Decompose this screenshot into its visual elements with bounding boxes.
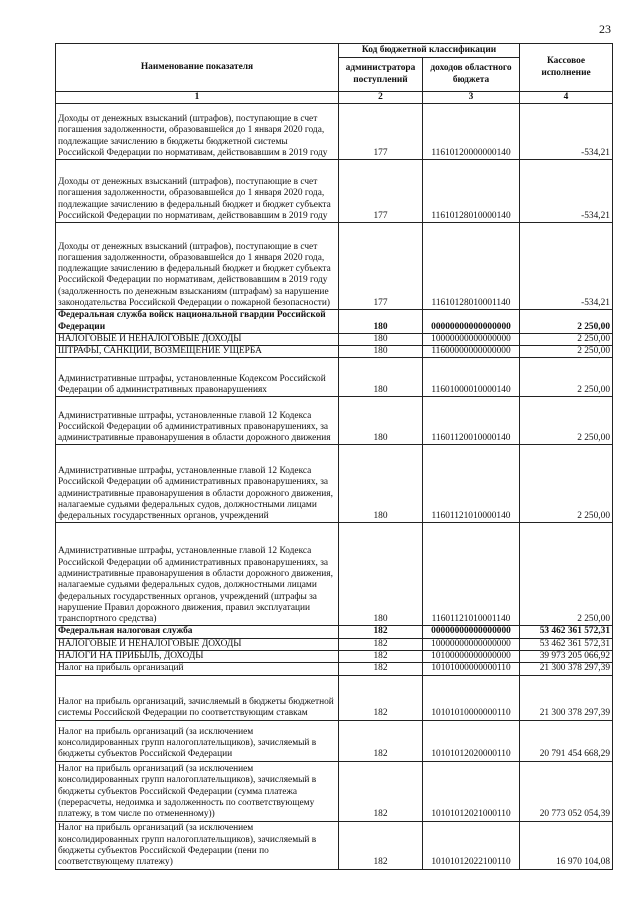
row-name: Федеральная служба войск национальной гвардии Российской Федерации	[56, 310, 339, 334]
row-amount: 2 250,00	[520, 310, 613, 334]
row-admin-code: 182	[339, 626, 423, 638]
table-row	[56, 651, 613, 663]
header-name: Наименование показателя	[56, 44, 339, 92]
row-amount: -534,21	[520, 223, 613, 310]
row-income-code: 11601121010001140	[423, 523, 520, 626]
row-amount: 21 300 378 297,39	[520, 675, 613, 720]
row-admin-code: 180	[339, 333, 423, 345]
row-income-code: 10101012022100110	[423, 821, 520, 869]
table-row	[56, 333, 613, 345]
row-name: НАЛОГОВЫЕ И НЕНАЛОГОВЫЕ ДОХОДЫ	[56, 333, 339, 345]
col-number: 4	[520, 92, 613, 104]
row-income-code: 10101000000000110	[423, 663, 520, 675]
table-row	[56, 761, 613, 821]
row-name: Доходы от денежных взысканий (штрафов), поступающие в счет погашения задолженности, образовавшейся до 1 января 2020 года, подлежащие зачислению в федеральный бюджет и бюджет субъекта Российской Федерации по нормативам, действовавшим в 2019 году (задолженность по денежным взысканиям (штрафам) за нарушение законодательства Российской Федерации о пожарной безопасности)	[56, 223, 339, 310]
row-amount: 21 300 378 297,39	[520, 663, 613, 675]
header-income: доходов областного бюджета	[423, 58, 520, 92]
row-income-code: 11610128010000140	[423, 160, 520, 223]
row-income-code: 11601120010000140	[423, 397, 520, 445]
row-income-code: 00000000000000000	[423, 310, 520, 334]
table-row	[56, 346, 613, 358]
header-group: Код бюджетной классификации	[339, 44, 520, 58]
row-admin-code: 180	[339, 358, 423, 397]
row-name: НАЛОГОВЫЕ И НЕНАЛОГОВЫЕ ДОХОДЫ	[56, 638, 339, 650]
row-admin-code: 180	[339, 523, 423, 626]
table-row	[56, 223, 613, 310]
table-row	[56, 720, 613, 761]
row-income-code: 10101012020000110	[423, 720, 520, 761]
row-admin-code: 182	[339, 663, 423, 675]
row-name: Административные штрафы, установленные Кодексом Российской Федерации об административных правонарушениях	[56, 358, 339, 397]
row-name: Федеральная налоговая служба	[56, 626, 339, 638]
row-amount: 16 970 104,08	[520, 821, 613, 869]
table-row	[56, 663, 613, 675]
table-row	[56, 445, 613, 523]
row-income-code: 10000000000000000	[423, 638, 520, 650]
row-admin-code: 180	[339, 310, 423, 334]
row-admin-code: 182	[339, 675, 423, 720]
row-name: Налог на прибыль организаций (за исключением консолидированных групп налогоплательщиков), зачисляемый в бюджеты субъектов Российской Федерации	[56, 720, 339, 761]
row-income-code: 10000000000000000	[423, 333, 520, 345]
col-number: 3	[423, 92, 520, 104]
row-name: Налог на прибыль организаций (за исключением консолидированных групп налогоплательщиков), зачисляемый в бюджеты субъектов Российской Федерации (пени по соответствующему платежу)	[56, 821, 339, 869]
table-row	[56, 638, 613, 650]
row-amount: 20 791 454 668,29	[520, 720, 613, 761]
table-row	[56, 675, 613, 720]
row-name: Налог на прибыль организаций, зачисляемый в бюджеты бюджетной системы Российской Федерации по соответствующим ставкам	[56, 675, 339, 720]
row-amount: 39 973 205 066,92	[520, 651, 613, 663]
budget-table	[55, 43, 613, 870]
row-amount: -534,21	[520, 104, 613, 160]
table-row	[56, 626, 613, 638]
table-row	[56, 397, 613, 445]
row-admin-code: 180	[339, 445, 423, 523]
row-income-code: 11601121010000140	[423, 445, 520, 523]
col-number: 1	[56, 92, 339, 104]
row-admin-code: 182	[339, 638, 423, 650]
row-amount: 2 250,00	[520, 358, 613, 397]
col-number: 2	[339, 92, 423, 104]
row-amount: 2 250,00	[520, 397, 613, 445]
row-amount: 53 462 361 572,31	[520, 626, 613, 638]
header-admin: администратора поступлений	[339, 58, 423, 92]
row-amount: 53 462 361 572,31	[520, 638, 613, 650]
row-admin-code: 180	[339, 346, 423, 358]
row-name: Административные штрафы, установленные главой 12 Кодекса Российской Федерации об административных правонарушениях, за административные правонарушения в области дорожного движения, налагаемые судьями федеральных судов, должностными лицами федеральных государственных органов, учреждений	[56, 445, 339, 523]
row-name: Доходы от денежных взысканий (штрафов), поступающие в счет погашения задолженности, образовавшейся до 1 января 2020 года, подлежащие зачислению в бюджеты бюджетной системы Российской Федерации по нормативам, действовавшим в 2019 году	[56, 104, 339, 160]
row-amount: 2 250,00	[520, 523, 613, 626]
row-admin-code: 177	[339, 104, 423, 160]
row-income-code: 10101012021000110	[423, 761, 520, 821]
row-name: Налог на прибыль организаций	[56, 663, 339, 675]
row-income-code: 10100000000000000	[423, 651, 520, 663]
row-admin-code: 182	[339, 651, 423, 663]
row-income-code: 11601000010000140	[423, 358, 520, 397]
row-name: НАЛОГИ НА ПРИБЫЛЬ, ДОХОДЫ	[56, 651, 339, 663]
row-admin-code: 177	[339, 160, 423, 223]
row-name: Налог на прибыль организаций (за исключением консолидированных групп налогоплательщиков), зачисляемый в бюджеты субъектов Российской Федерации (сумма платежа (перерасчеты, недоимка и задолженность по соответствующему платежу, в том числе по отмененному))	[56, 761, 339, 821]
row-income-code: 11610120000000140	[423, 104, 520, 160]
row-income-code: 00000000000000000	[423, 626, 520, 638]
table-row	[56, 160, 613, 223]
row-amount: 20 773 052 054,39	[520, 761, 613, 821]
row-income-code: 10101010000000110	[423, 675, 520, 720]
row-amount: 2 250,00	[520, 346, 613, 358]
row-name: Административные штрафы, установленные главой 12 Кодекса Российской Федерации об административных правонарушениях, за административные правонарушения в области дорожного движения	[56, 397, 339, 445]
row-admin-code: 182	[339, 821, 423, 869]
table-row	[56, 104, 613, 160]
row-admin-code: 182	[339, 761, 423, 821]
table-row	[56, 310, 613, 334]
row-amount: 2 250,00	[520, 333, 613, 345]
row-income-code: 11610128010001140	[423, 223, 520, 310]
row-name: Доходы от денежных взысканий (штрафов), поступающие в счет погашения задолженности, образовавшейся до 1 января 2020 года, подлежащие зачислению в федеральный бюджет и бюджет субъекта Российской Федерации по нормативам, действовавшим в 2019 году	[56, 160, 339, 223]
table-row	[56, 358, 613, 397]
row-admin-code: 180	[339, 397, 423, 445]
row-amount: 2 250,00	[520, 445, 613, 523]
row-income-code: 11600000000000000	[423, 346, 520, 358]
row-admin-code: 182	[339, 720, 423, 761]
row-amount: -534,21	[520, 160, 613, 223]
row-name: Административные штрафы, установленные главой 12 Кодекса Российской Федерации об административных правонарушениях, за административные правонарушения в области дорожного движения, налагаемые судьями федеральных судов, должностными лицами федеральных государственных органов, учреждений (штрафы за нарушение Правил дорожного движения, правил эксплуатации транспортного средства)	[56, 523, 339, 626]
page-number: 23	[599, 22, 611, 36]
header-amount: Кассовое исполнение	[520, 44, 613, 92]
row-name: ШТРАФЫ, САНКЦИИ, ВОЗМЕЩЕНИЕ УЩЕРБА	[56, 346, 339, 358]
table-row	[56, 523, 613, 626]
row-admin-code: 177	[339, 223, 423, 310]
table-row	[56, 821, 613, 869]
